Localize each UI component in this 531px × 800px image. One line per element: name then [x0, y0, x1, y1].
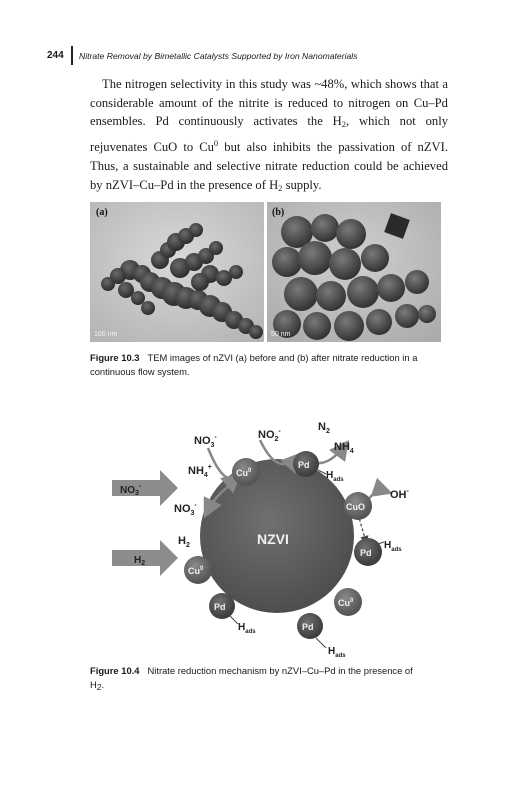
pd-particle [354, 538, 382, 566]
svg-text:Pd: Pd [360, 548, 372, 558]
cu0-particle [184, 556, 212, 584]
figure-10-4-caption [90, 664, 450, 694]
body-line-4: rejuvenates CuO to Cu [90, 140, 214, 155]
running-title: Nitrate Removal by Bimetallic Catalysts Supported by Iron Nanomaterials [79, 51, 358, 61]
body-paragraph [90, 75, 448, 197]
h-ads-label: $H_{ads}$ [328, 646, 346, 658]
pd-particle [297, 613, 323, 639]
no3-input-arrow [112, 470, 178, 506]
caption-text: Nitrate reduction mechanism by nZVI–Cu–Pd in the presence of [147, 665, 413, 676]
subscript: 2 [96, 681, 102, 692]
leader-line [316, 638, 326, 648]
caption-label: Figure 10.4 [90, 665, 140, 676]
superscript: 0 [213, 138, 219, 149]
tem-image-b [267, 202, 441, 342]
body-line-6-end: supply. [282, 177, 322, 192]
svg-text:Cu0: Cu$^0$ [236, 468, 252, 478]
body-line-2: that a considerable amount of the nitrite is reduced to nitrogen on [90, 77, 449, 110]
nh4-plus-label: $NH_4^+$ [188, 464, 212, 479]
svg-text:Cu0: Cu$^0$ [188, 566, 204, 576]
n2-label: $N_2$ [318, 421, 330, 435]
nh4-label: $NH_4$ [334, 441, 354, 455]
cuo-particle [344, 492, 372, 520]
svg-text:CuO: CuO [346, 502, 365, 512]
core-label: NZVI [257, 531, 289, 547]
panel-b-label: (b) [272, 207, 285, 218]
pd-particle [209, 593, 235, 619]
svg-text:Pd: Pd [214, 602, 226, 612]
h2-input-arrow [112, 540, 178, 576]
figure-10-3-caption [90, 351, 450, 378]
svg-text:Pd: Pd [298, 460, 310, 470]
body-line-3-end: , which not only [346, 114, 448, 129]
leader-line [230, 616, 238, 624]
no2-top-label: $NO_2^-$ [258, 428, 281, 443]
pd-particle [293, 451, 319, 477]
body-line-4-end: but also inhibits the passivation of nZVI. [218, 140, 448, 155]
svg-text:Cu0: Cu$^0$ [338, 598, 354, 608]
page-number: 244 [47, 50, 64, 61]
svg-text:Pd: Pd [302, 622, 314, 632]
caption-text-h: H [90, 678, 97, 690]
h-ads-label: $H_{ads}$ [238, 622, 256, 635]
running-header [47, 46, 487, 66]
no3-top-label: $NO_3^-$ [194, 434, 217, 449]
body-line-1: The nitrogen selectivity in this study was ~48%, which shows [102, 77, 417, 91]
body-line-3: Cu–Pd ensembles. Pd continuously activates the H [90, 95, 448, 129]
scale-bar-b-label: 50 nm [271, 331, 291, 338]
svg-text:H2: $H_2$ [134, 555, 146, 567]
body-line-6: by nZVI–Cu–Pd in the presence of H [90, 177, 279, 192]
h-ads-label: $H_{ads}$ [326, 470, 344, 483]
caption-end: . [101, 678, 105, 690]
oh-label: OH- [390, 488, 409, 501]
header-divider [71, 46, 73, 65]
subscript: 2 [278, 182, 283, 193]
panel-a-label: (a) [96, 207, 108, 218]
h-ads-label: $H_{ads}$ [384, 540, 402, 553]
cu0-particle [232, 458, 260, 486]
caption-text: TEM images of nZVI (a) before and (b) after nitrate reduction in a continuous flow system. [90, 352, 418, 377]
caption-label: Figure 10.3 [90, 352, 140, 363]
tem-image-a [90, 202, 264, 342]
svg-text:NO3-: $NO_3^-$ [120, 483, 142, 497]
scale-bar-a-label: 100 nm [94, 331, 118, 338]
reaction-arrow [368, 491, 388, 500]
no3-left-label: $NO_3^-$ [174, 502, 197, 517]
nitrate-mechanism-diagram [112, 418, 432, 658]
h2-label: $H_2$ [178, 535, 190, 549]
cu0-particle [334, 588, 362, 616]
body-line-5: Thus, a sustainable and selective nitrate reduction could be achieved [90, 158, 448, 173]
subscript: 2 [341, 119, 347, 130]
